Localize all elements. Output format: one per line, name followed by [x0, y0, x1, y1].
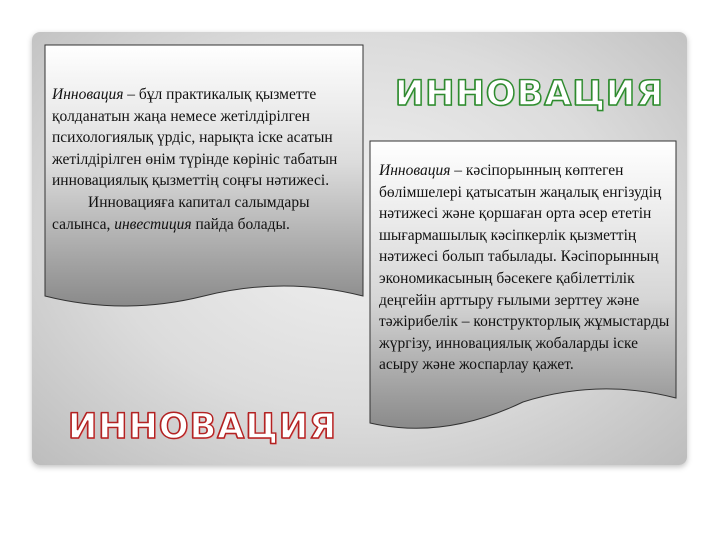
left-definition: – бұл практикалық қызметте қолданатын жаңа немесе жетілдірілген психологиялық үрдіс, нарықта іске асатын жетілдірілген өнім түрінде көрініс табатын инновациялық қызметтің соңғы нәтижесі. — [52, 86, 338, 190]
left-term: Инновация — [52, 86, 124, 103]
left-para2-end: пайда болады. — [191, 215, 290, 233]
heading-bottom: ИННОВАЦИЯ — [68, 407, 338, 447]
right-term: Инновация — [379, 162, 451, 179]
left-text-box — [44, 44, 364, 316]
left-paragraph-2 — [52, 192, 360, 235]
left-para2-start: Инновацияға капитал салымдары салынса, — [52, 193, 310, 233]
heading-top: ИННОВАЦИЯ — [395, 74, 665, 114]
right-definition: – кәсіпорынның көптеген бөлімшелері қатысатын жаңалық енгізудің нәтижесі және қоршаған орта әсер ететін шығармашылық кәсіпкерлік қызметтің нәтижесі болып табылады. Кәсіпорынның экономикасының бәсекеге қабілеттілік деңгейін арттыру ғылыми зерттеу және тәжірибелік – конструкторлық жұмыстарды жүргізу, инновациялық жобаларды іске асыру және жоспарлау қажет. — [379, 162, 670, 374]
investment-term: инвестиция — [114, 215, 192, 233]
left-definition-text — [52, 84, 360, 235]
right-text-box — [369, 140, 677, 444]
right-definition-text — [379, 160, 673, 376]
